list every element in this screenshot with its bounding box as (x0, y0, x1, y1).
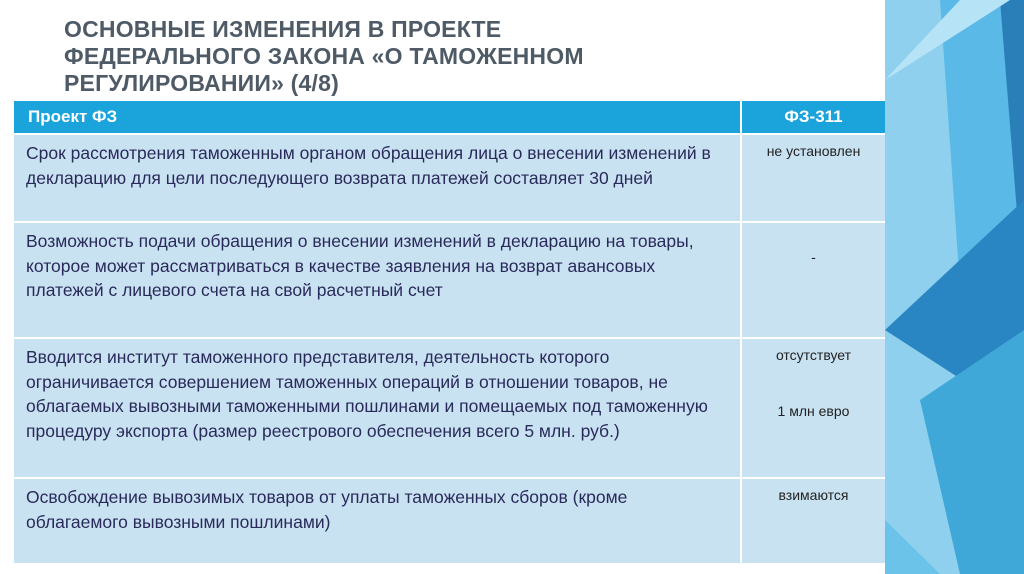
current-law-cell: взимаются (741, 478, 885, 563)
table-row (14, 338, 885, 478)
project-cell: Вводится институт таможенного представителя, деятельность которого ограничивается совершением таможенных операций в отношении товаров, не облагаемых вывозными таможенными пошлинами и помещаемых под таможенную процедуру экспорта (размер реестрового обеспечения всего 5 млн. руб.) (14, 338, 741, 478)
title-line: РЕГУЛИРОВАНИИ» (4/8) (64, 70, 339, 96)
comparison-table (14, 101, 885, 563)
project-cell: Срок рассмотрения таможенным органом обращения лица о внесении изменений в декларацию для цели последующего возврата платежей составляет 30 дней (14, 134, 741, 222)
current-law-value: отсутствует (775, 347, 852, 363)
current-law-cell (741, 222, 885, 338)
project-cell: Освобождение вывозимых товаров от уплаты таможенных сборов (кроме облагаемого вывозными пошлинами) (14, 478, 741, 563)
header-current-law: ФЗ-311 (741, 101, 885, 134)
title-line: ФЕДЕРАЛЬНОГО ЗАКОНА «О ТАМОЖЕННОМ (64, 43, 584, 69)
table-row (14, 478, 885, 563)
table-header-row (14, 101, 885, 134)
slide-title (64, 16, 744, 97)
current-law-cell (741, 338, 885, 478)
current-law-cell: не установлен (741, 134, 885, 222)
table-row (14, 134, 885, 222)
current-law-value: - (811, 249, 816, 265)
project-cell: Возможность подачи обращения о внесении изменений в декларацию на товары, которое может рассматриваться в качестве заявления на возврат авансовых платежей с лицевого счета на свой расчетный счет (14, 222, 741, 338)
current-law-value-2: 1 млн евро (777, 403, 850, 419)
header-project: Проект ФЗ (14, 101, 741, 134)
comparison-table-wrapper (14, 101, 885, 563)
table-row (14, 222, 885, 338)
title-line: ОСНОВНЫЕ ИЗМЕНЕНИЯ В ПРОЕКТЕ (64, 16, 502, 42)
